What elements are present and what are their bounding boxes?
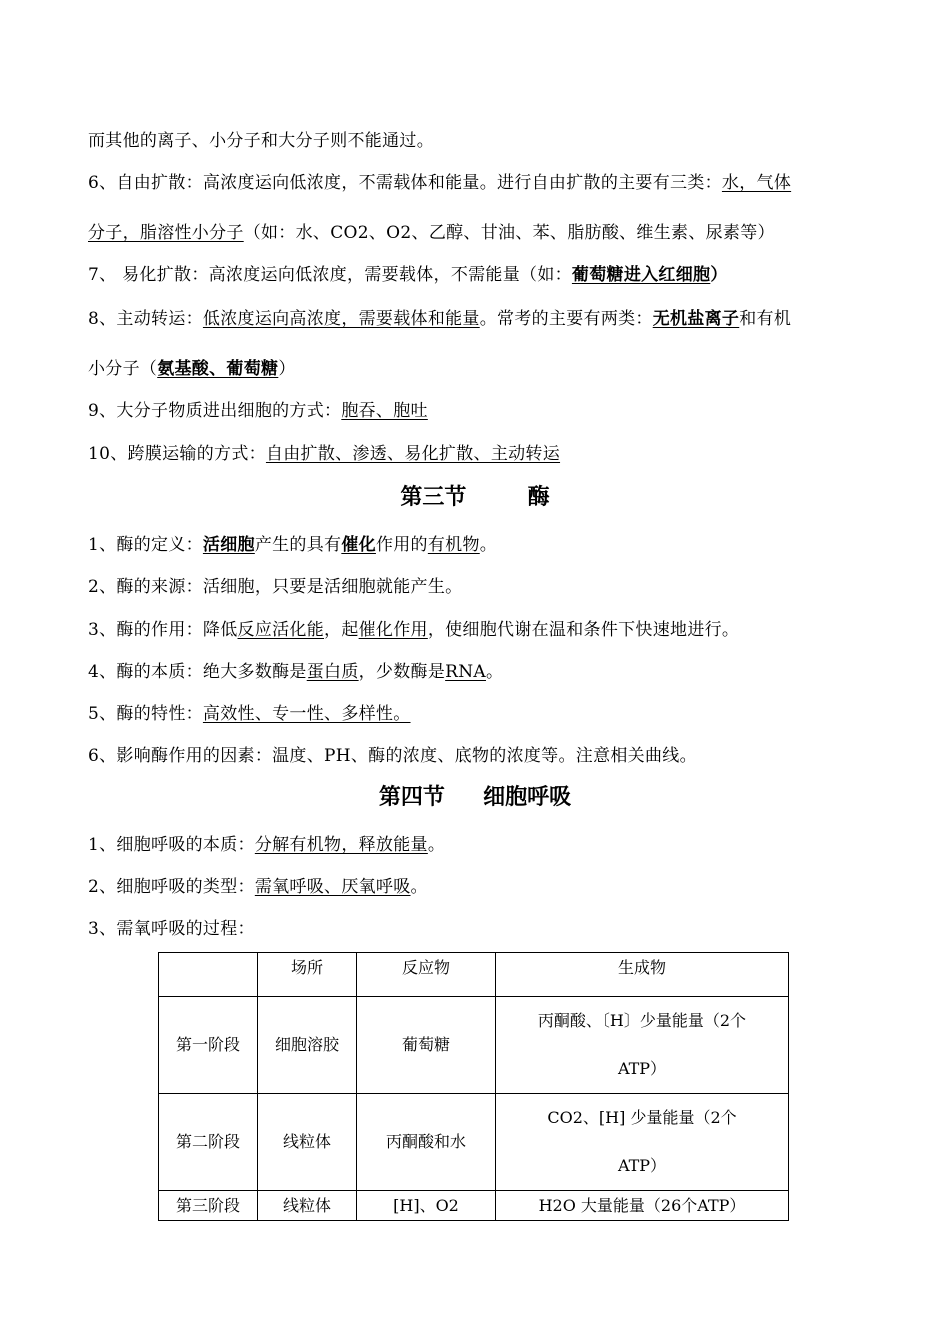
table-cell: [H]、O2 [357,1191,496,1221]
text: 8、主动转运： [88,309,203,329]
cell-line: ATP） [617,1156,667,1175]
text: 和有机 [739,309,792,329]
table-header-cell [159,953,258,997]
text: 3、需氧呼吸的过程： [88,919,255,939]
underlined-bold-text: 无机盐离子 [652,309,740,329]
text: 10、跨膜运输的方式： [88,444,266,464]
table-header-cell: 场所 [258,953,357,997]
text: 4、酶的本质：绝大多数酶是 [88,662,307,682]
table-row [159,1191,789,1221]
table-header-row [159,953,789,997]
text: 。 [410,877,428,897]
aerobic-respiration-table [158,952,789,1221]
table-cell: 丙酮酸和水 [357,1094,496,1191]
text: ，起 [324,620,359,640]
text: 5、酶的特性： [88,704,203,724]
table-cell [496,1094,789,1191]
line-active-transport [88,304,791,329]
underlined-text: 催化作用 [358,620,428,640]
text: ） [710,265,728,285]
text: 。 [485,662,504,682]
underlined-text: 需氧呼吸、厌氧呼吸 [254,877,411,897]
underlined-text: 分解有机物，释放能量 [254,835,428,855]
table-cell: 线粒体 [258,1191,357,1221]
line-facilitated-diffusion [88,260,728,285]
table-cell: H2O 大量能量（26个ATP） [496,1191,789,1221]
underlined-text: 高效性、专一性、多样性。 [202,704,411,724]
text: 。 [479,535,498,555]
text: 1、细胞呼吸的本质： [88,835,255,855]
table-header-cell: 生成物 [496,953,789,997]
table-row [159,1094,789,1191]
line-enzyme-properties [88,699,411,724]
table-cell: 第一阶段 [159,997,258,1094]
underlined-text: 胞吞、胞吐 [341,401,428,421]
text: 6、自由扩散：高浓度运向低浓度，不需载体和能量。进行自由扩散的主要有三类： [88,173,722,193]
line-transmembrane [88,439,560,464]
text: ，少数酶是 [358,662,446,682]
text: 小分子（ [88,359,158,379]
line-enzyme-definition [88,530,497,555]
underlined-text: 自由扩散、渗透、易化扩散、主动转运 [265,444,561,464]
line-macromolecule [88,396,428,421]
underlined-text: 低浓度运向高浓度，需要载体和能量 [202,309,480,329]
line-enzyme-function [88,615,739,640]
text: （如：水、CO2、O2、乙醇、甘油、苯、脂肪酸、维生素、尿素等） [243,223,775,243]
table-cell [496,997,789,1094]
section-heading-respiration: 第四节 细胞呼吸 [378,785,572,810]
line-aerobic-process [88,914,255,939]
text: 7、 易化扩散：高浓度运向低浓度，需要载体，不需能量（如： [88,265,572,285]
text: 而其他的离子、小分子和大分子则不能通过。 [88,131,434,151]
underlined-text: 反应活化能 [237,620,325,640]
line-free-diffusion [88,168,791,193]
underlined-bold-text: 氨基酸、葡萄糖 [157,359,279,379]
underlined-text: 蛋白质 [306,662,359,682]
text: ，使细胞代谢在温和条件下快速地进行。 [427,620,740,640]
text: 6、影响酶作用的因素：温度、PH、酶的浓度、底物的浓度等。注意相关曲线。 [88,746,697,766]
underlined-text: RNA [445,662,486,682]
line-0 [88,126,434,151]
line-active-transport-cont [88,354,296,379]
line-enzyme-factors [88,741,697,766]
section-heading-enzyme: 第三节 酶 [400,485,550,510]
text: 。 [427,835,446,855]
text: 9、大分子物质进出细胞的方式： [88,401,342,421]
line-enzyme-source [88,572,462,597]
underlined-bold-text: 催化 [341,535,376,555]
table-header-cell: 反应物 [357,953,496,997]
table-cell: 线粒体 [258,1094,357,1191]
underlined-text: 分子，脂溶性小分子 [88,223,244,243]
table-row [159,997,789,1094]
text: 。常考的主要有两类： [479,309,653,329]
table-cell: 第二阶段 [159,1094,258,1191]
text: 2、酶的来源：活细胞，只要是活细胞就能产生。 [88,577,463,597]
line-enzyme-nature [88,657,503,682]
text: ） [278,359,296,379]
line-respiration-essence [88,830,445,855]
underlined-text: 有机物 [427,535,480,555]
line-respiration-types [88,872,428,897]
text: 3、酶的作用：降低 [88,620,238,640]
table-cell: 第三阶段 [159,1191,258,1221]
table-cell: 细胞溶胶 [258,997,357,1094]
cell-line: 丙酮酸、〔H〕少量能量（2个 [537,1011,747,1030]
text: 2、细胞呼吸的类型： [88,877,255,897]
underlined-bold-text: 葡萄糖进入红细胞 [571,265,711,285]
table-cell: 葡萄糖 [357,997,496,1094]
underlined-bold-text: 活细胞 [202,535,255,555]
text: 产生的具有 [254,535,342,555]
text: 1、酶的定义： [88,535,203,555]
cell-line: ATP） [617,1059,667,1078]
cell-line: CO2、[H] 少量能量（2个 [547,1108,737,1127]
line-free-diffusion-cont [88,218,775,243]
text: 作用的 [375,535,428,555]
underlined-text: 水，气体 [721,173,792,193]
